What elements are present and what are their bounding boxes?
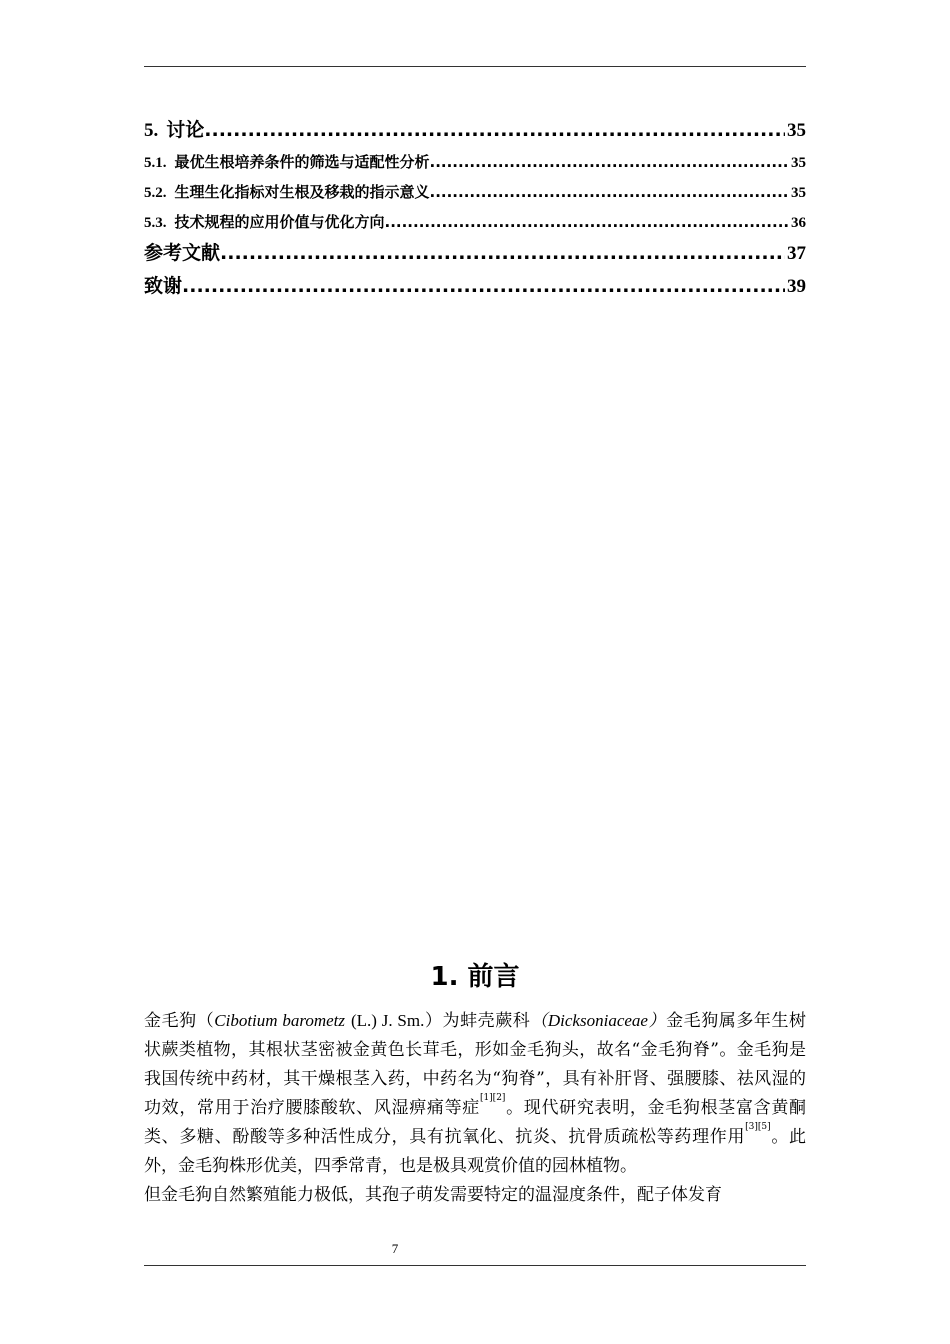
toc-leader-dots [430, 177, 789, 207]
page-number: 7 [391, 1241, 399, 1256]
toc-entry-title: 参考文献 [144, 242, 221, 264]
toc-leader-dots [182, 270, 785, 303]
toc-entry-5-1[interactable] [144, 147, 806, 177]
species-name: Cibotium barometz [214, 1011, 346, 1030]
toc-leader-dots [385, 207, 789, 237]
toc-entry-page: 36 [791, 215, 806, 231]
table-of-contents [144, 114, 806, 303]
toc-entry-number: 5.2. [144, 185, 167, 201]
toc-entry-title: 技术规程的应用价值与优化方向 [174, 213, 385, 231]
toc-entry-references[interactable] [144, 237, 806, 270]
toc-entry-page: 35 [791, 155, 806, 171]
toc-entry-page: 37 [787, 243, 806, 264]
species-authority: (L.) J. Sm. [350, 1011, 425, 1030]
family-name: （Dicksoniaceae） [530, 1011, 667, 1030]
toc-entry-title: 生理生化指标对生根及移栽的指示意义 [174, 183, 430, 201]
text-run: 金毛狗属多年生树状蕨类植物，其根状茎密被金黄色长茸毛，形如金毛狗头，故名“金毛狗脊”。金毛狗是我国传统中药材，其干燥根茎入药，中药名为“狗脊”，具有补肝肾、强腰膝、祛风湿的功效，常用于治疗腰膝酸软、风湿痹痛等症 [144, 1011, 807, 1118]
toc-leader-dots [430, 147, 789, 177]
toc-entry-number: 5.3. [144, 215, 167, 231]
toc-entry-title: 致谢 [144, 275, 183, 297]
paragraph-1 [144, 1006, 806, 1181]
paragraph-2: 但金毛狗自然繁殖能力极低，其孢子萌发需要特定的温湿度条件，配子体发育 [144, 1185, 722, 1205]
toc-entry-acknowledgements[interactable] [144, 270, 806, 303]
header-rule [144, 66, 806, 67]
citation-ref[interactable]: [1][2] [479, 1093, 506, 1103]
text-run: ）为蚌壳蕨科 [424, 1011, 531, 1031]
toc-entry-page: 35 [791, 185, 806, 201]
toc-entry-number: 5.1. [144, 155, 167, 171]
toc-entry-number: 5. [144, 120, 159, 141]
toc-entry-title: 最优生根培养条件的筛选与适配性分析 [174, 153, 430, 171]
text-run: 。现代研究表明，金毛狗根茎富含黄酮类、多糖、酚酸等多种活性成分，具有抗氧化、抗炎、抗骨质疏松等药理作用 [144, 1098, 807, 1147]
text-run: 金毛狗（ [144, 1011, 215, 1031]
toc-entry-page: 39 [787, 276, 806, 297]
toc-entry-page: 35 [787, 120, 806, 141]
toc-entry-5-3[interactable] [144, 207, 806, 237]
toc-entry-discussion[interactable] [144, 114, 806, 147]
toc-leader-dots [204, 114, 785, 147]
section-body [144, 1006, 806, 1210]
toc-leader-dots [220, 237, 785, 270]
toc-entry-5-2[interactable] [144, 177, 806, 207]
citation-ref[interactable]: [3][5] [745, 1122, 771, 1132]
footer-rule [144, 1265, 806, 1266]
section-heading: 1. 前言 [430, 962, 520, 992]
text-run: 。此外，金毛狗株形优美，四季常青，也是极具观赏价值的园林植物。 [144, 1127, 807, 1176]
toc-entry-title: 讨论 [166, 119, 205, 141]
